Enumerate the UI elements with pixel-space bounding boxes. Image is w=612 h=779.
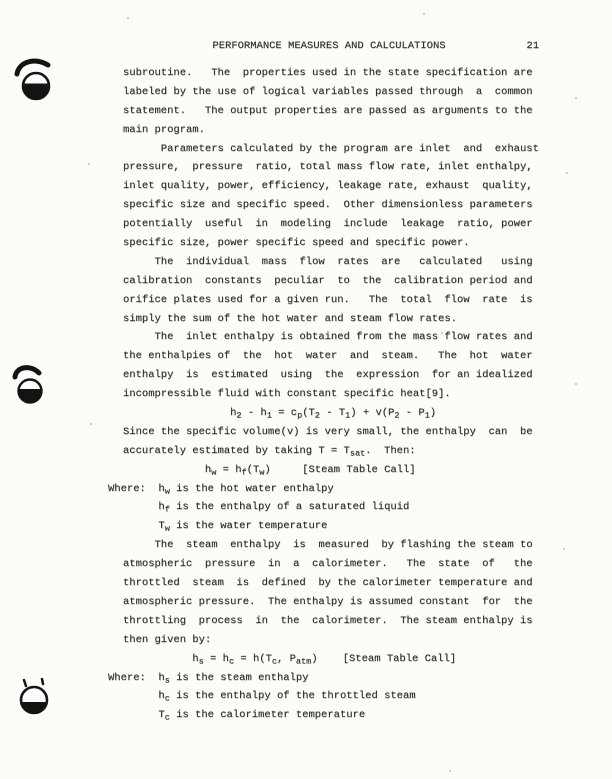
- text-line: calibration constants peculiar to the calibration period and: [123, 274, 533, 287]
- equation-incompressible-fluid: $h_2 - h_1 = c_p(T_2 - T_1) + v(P_2 - P_1)$: [123, 407, 437, 421]
- scan-speck: [575, 97, 577, 99]
- text-line: atmospheric pressure. The enthalpy is assumed constant for the: [123, 595, 533, 608]
- text-line: subroutine. The properties used in the state specification are: [123, 67, 533, 79]
- paragraph-inlet-enthalpy: [123, 328, 563, 404]
- binder-hole-mark-bottom-icon: [16, 678, 52, 724]
- text-line: The inlet enthalpy is obtained from the mass flow rates and: [123, 331, 533, 344]
- equation-hot-water-enthalpy: $h_w = h_f(T_w)$ [Steam Table Call]: [123, 463, 416, 478]
- text-line: $T_w$ is the water temperature: [108, 520, 328, 534]
- page-number: 21: [526, 40, 539, 52]
- text-line: $h_c$ is the enthalpy of the throttled steam: [108, 690, 416, 704]
- text-line: potentially useful in modeling include leakage ratio, power: [123, 218, 533, 231]
- scan-speck: [88, 163, 90, 165]
- text-line: Parameters calculated by the program are inlet and exhaust: [123, 142, 539, 155]
- text-line: enthalpy is estimated using the expression for an idealized: [123, 369, 533, 382]
- text-line: $T_c$ is the calorimeter temperature: [108, 709, 366, 723]
- scan-speck: [423, 13, 425, 15]
- definitions-hot-water: [108, 480, 563, 537]
- text-line: the enthalpies of the hot water and steam. The hot water: [123, 350, 533, 363]
- paragraph-parameters: [123, 140, 563, 253]
- scan-speck: [566, 172, 568, 174]
- page-header: [123, 40, 539, 56]
- text-line: main program.: [123, 123, 205, 136]
- scan-speck: [90, 423, 92, 425]
- paragraph-subroutine: [123, 64, 563, 140]
- binder-hole-mark-top-icon: [14, 56, 54, 104]
- text-line: simply the sum of the hot water and steam flow rates.: [123, 312, 457, 325]
- text-line: specific size, power specific speed and specific power.: [123, 237, 470, 250]
- equation-steam-enthalpy: $h_s = h_c = h(T_c$, $P_{atm}$) [Steam Table Call]: [123, 652, 457, 667]
- scan-speck: [449, 770, 451, 772]
- text-line: The individual mass flow rates are calculated using: [123, 255, 533, 268]
- text-line: specific size and specific speed. Other dimensionless parameters: [123, 199, 533, 212]
- text-line: statement. The output properties are passed as arguments to the: [123, 104, 533, 117]
- paragraph-mass-flow-rates: [123, 253, 563, 329]
- text-line: The steam enthalpy is measured by flashing the steam to: [123, 539, 533, 552]
- document-body: [108, 64, 563, 725]
- text-line: throttling process in the calorimeter. The steam enthalpy is: [123, 614, 533, 627]
- running-head-title: PERFORMANCE MEASURES AND CALCULATIONS: [212, 40, 446, 52]
- scan-speck: [575, 383, 577, 385]
- paragraph-specific-volume: [123, 423, 563, 461]
- definitions-steam: [108, 669, 563, 726]
- text-line: then given by:: [123, 633, 212, 646]
- text-line: inlet quality, power, efficiency, leakage rate, exhaust quality,: [123, 180, 533, 193]
- scan-speck: [127, 17, 129, 19]
- text-line: pressure, pressure ratio, total mass flow rate, inlet enthalpy,: [123, 161, 533, 174]
- text-line: Where: $h_s$ is the steam enthalpy: [108, 671, 309, 685]
- text-line: accurately estimated by taking $T = T_{sat}$. Then:: [123, 444, 416, 459]
- scan-speck: [563, 548, 565, 550]
- paragraph-steam-enthalpy: [123, 536, 563, 649]
- text-line: Where: $h_w$ is the hot water enthalpy: [108, 482, 334, 497]
- text-line: orifice plates used for a given run. The total flow rate is: [123, 293, 533, 306]
- text-line: atmospheric pressure in a calorimeter. The state of the: [123, 558, 533, 571]
- text-line: incompressible fluid with constant specific heat[9].: [123, 388, 451, 401]
- text-line: Since the specific volume(v) is very small, the enthalpy can be: [123, 425, 533, 438]
- text-line: $h_f$ is the enthalpy of a saturated liquid: [108, 501, 410, 515]
- text-line: throttled steam is defined by the calorimeter temperature and: [123, 577, 533, 590]
- text-line: labeled by the use of logical variables passed through a common: [123, 85, 533, 98]
- binder-hole-mark-middle-icon: [10, 364, 48, 408]
